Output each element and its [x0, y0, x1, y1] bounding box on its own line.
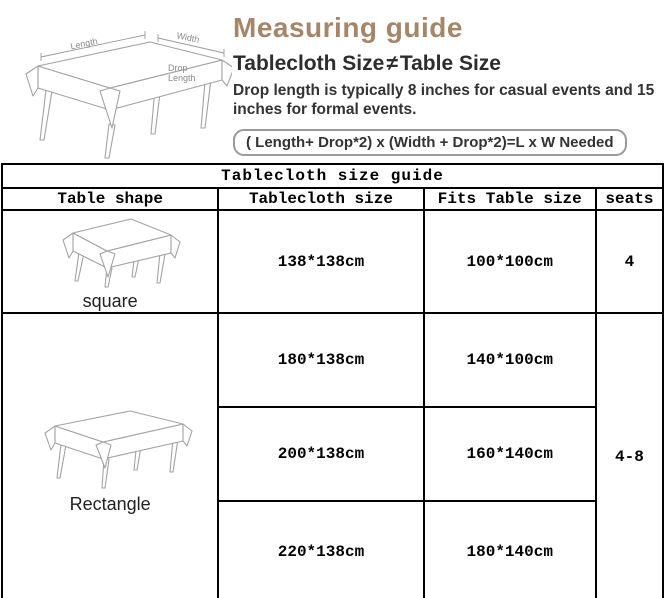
- measuring-guide-text-block: [233, 12, 661, 156]
- tablecloth-size-value: 200*138cm: [218, 407, 423, 501]
- rectangle-table-icon: [25, 400, 195, 492]
- subtitle-left-text: Tablecloth Size: [233, 52, 385, 75]
- measuring-guide-section: [0, 0, 666, 163]
- drop-length-description: Drop length is typically 8 inches for casual events and 15 inches for formal events.: [233, 82, 655, 118]
- seats-value-square: 4: [596, 210, 663, 313]
- shape-label-square: square: [82, 291, 138, 311]
- measuring-guide-title: Measuring guide: [233, 12, 463, 43]
- tablecloth-size-value: 220*138cm: [218, 501, 423, 598]
- shape-cell-square: [2, 210, 218, 313]
- size-guide-table-section: [0, 163, 666, 598]
- header-seats: seats: [596, 188, 663, 210]
- shape-label-rectangle: Rectangle: [69, 493, 151, 514]
- diagram-table-leg: [105, 124, 115, 158]
- table-row-rectangle-1: [2, 313, 663, 407]
- header-fits-table-size: Fits Table size: [424, 188, 596, 210]
- table-title: Tablecloth size guide: [2, 164, 663, 188]
- seats-value-rectangle: 4-8: [596, 313, 663, 598]
- header-tablecloth-size: Tablecloth size: [218, 188, 423, 210]
- measurement-formula: ( Length+ Drop*2) x (Width + Drop*2)=L x W Needed: [233, 129, 627, 156]
- tablecloth-size-value: 138*138cm: [218, 210, 423, 313]
- size-guide-table: [1, 163, 664, 598]
- width-label: Width: [175, 30, 201, 45]
- fits-table-size-value: 140*100cm: [424, 313, 596, 407]
- header-table-shape: Table shape: [2, 188, 218, 210]
- measuring-guide-subtitle: [233, 52, 661, 76]
- drop-length-label-line1: Drop: [168, 63, 188, 73]
- measuring-diagram-illustration: [8, 12, 232, 160]
- diagram-cloth-flap: [222, 60, 232, 86]
- square-table-icon: [35, 211, 185, 289]
- table-title-row: [2, 164, 663, 188]
- table-measurement-diagram: [8, 12, 232, 160]
- diagram-cloth-flap: [26, 66, 38, 96]
- fits-table-size-value: 160*140cm: [424, 407, 596, 501]
- shape-cell-rectangle: [2, 313, 218, 598]
- diagram-table-leg: [40, 90, 52, 140]
- table-header-row: [2, 188, 663, 210]
- drop-length-label-line2: Length: [168, 73, 196, 83]
- subtitle-right-text: Table Size: [399, 52, 501, 75]
- tablecloth-size-value: 180*138cm: [218, 313, 423, 407]
- table-row-square: [2, 210, 663, 313]
- fits-table-size-value: 100*100cm: [424, 210, 596, 313]
- length-label: Length: [69, 35, 99, 52]
- fits-table-size-value: 180*140cm: [424, 501, 596, 598]
- not-equal-symbol: ≠: [386, 52, 398, 75]
